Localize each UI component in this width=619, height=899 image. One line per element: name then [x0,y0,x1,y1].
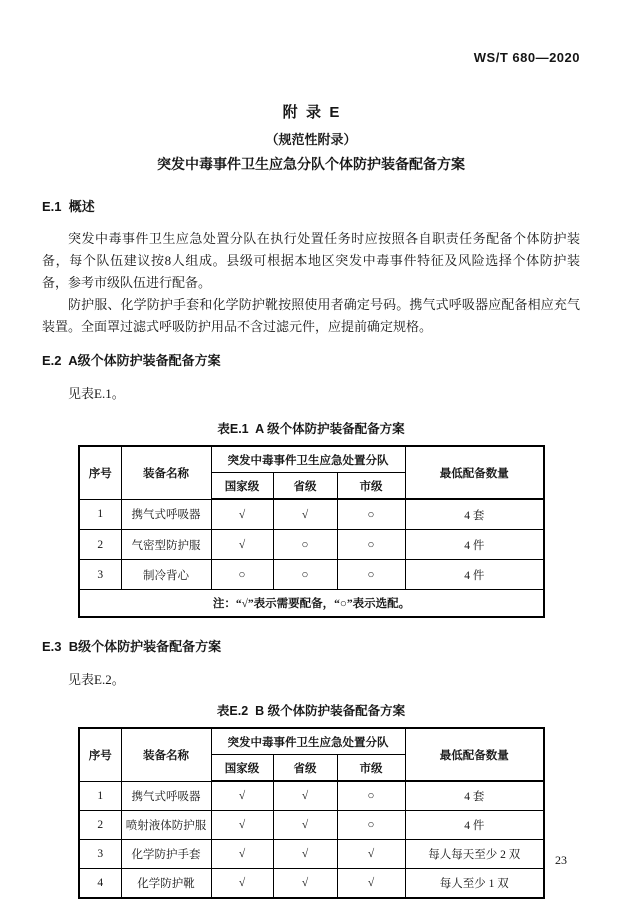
col-header-group: 突发中毒事件卫生应急处置分队 [211,728,405,755]
col-header-provincial: 省级 [273,755,337,782]
table-e2 [78,727,545,899]
cell-provincial-mark: √ [273,781,337,811]
cell-equipment-name: 化学防护靴 [121,869,211,899]
cell-municipal-mark: √ [337,869,405,899]
cell-index: 2 [79,811,121,840]
table-e2-caption: 表E.2 B 级个体防护装备配备方案 [216,704,406,718]
cell-index: 1 [79,499,121,530]
cell-provincial-mark: √ [273,840,337,869]
appendix-type: （规范性附录） [265,132,357,147]
cell-equipment-name: 携气式呼吸器 [121,499,211,530]
cell-min-qty: 每人每天至少 2 双 [405,840,544,869]
standard-number: WS/T 680—2020 [473,50,580,65]
cell-municipal-mark: ○ [337,781,405,811]
cell-min-qty: 4 套 [405,781,544,811]
appendix-title: 突发中毒事件卫生应急分队个体防护装备配备方案 [157,156,465,172]
col-header-group: 突发中毒事件卫生应急处置分队 [211,446,405,473]
col-header-min-qty: 最低配备数量 [405,446,544,499]
cell-min-qty: 每人至少 1 双 [405,869,544,899]
table-e1-caption: 表E.1 A 级个体防护装备配备方案 [217,422,405,436]
cell-equipment-name: 气密型防护服 [121,530,211,560]
cell-index: 3 [79,560,121,590]
cell-provincial-mark: ○ [273,530,337,560]
cell-equipment-name: 化学防护手套 [121,840,211,869]
col-header-national: 国家级 [211,755,273,782]
cell-municipal-mark: √ [337,840,405,869]
cell-min-qty: 4 件 [405,560,544,590]
col-header-provincial: 省级 [273,473,337,500]
cell-national-mark: ○ [211,560,273,590]
table-e2-header-row-1 [79,728,544,755]
cell-equipment-name: 制冷背心 [121,560,211,590]
col-header-name: 装备名称 [121,728,211,781]
cell-equipment-name: 携气式呼吸器 [121,781,211,811]
cell-index: 1 [79,781,121,811]
cell-provincial-mark: √ [273,811,337,840]
see-table-e1: 见表E.1。 [68,386,125,401]
section-heading-e3: E.3 B级个体防护装备配备方案 [42,639,222,654]
cell-provincial-mark: ○ [273,560,337,590]
table-row [79,530,544,560]
cell-min-qty: 4 件 [405,530,544,560]
table-row [79,499,544,530]
col-header-municipal: 市级 [337,755,405,782]
cell-municipal-mark: ○ [337,560,405,590]
col-header-min-qty: 最低配备数量 [405,728,544,781]
cell-national-mark: √ [211,530,273,560]
section-heading-e1: E.1 概述 [42,199,95,214]
cell-index: 2 [79,530,121,560]
cell-national-mark: √ [211,811,273,840]
cell-min-qty: 4 套 [405,499,544,530]
appendix-title-block [42,101,580,174]
table-row [79,869,544,899]
see-table-e2: 见表E.2。 [68,672,125,687]
table-e1 [78,445,545,618]
cell-municipal-mark: ○ [337,811,405,840]
col-header-index: 序号 [79,446,121,499]
table-row [79,781,544,811]
table-row [79,560,544,590]
col-header-index: 序号 [79,728,121,781]
cell-equipment-name: 喷射液体防护服 [121,811,211,840]
cell-national-mark: √ [211,499,273,530]
cell-municipal-mark: ○ [337,530,405,560]
cell-index: 4 [79,869,121,899]
page-number: 23 [555,853,567,867]
appendix-label: 附 录 E [282,104,340,121]
cell-index: 3 [79,840,121,869]
table-e1-note-row [79,590,544,618]
table-row [79,811,544,840]
paragraph-e1-1: 突发中毒事件卫生应急处置分队在执行处置任务时应按照各自职责任务配备个体防护装备，每个队伍建议按8人组成。县级可根据本地区突发中毒事件特征及风险选择个体防护装备，参考市级队伍进行配备。 [42,231,580,290]
cell-national-mark: √ [211,869,273,899]
cell-national-mark: √ [211,840,273,869]
cell-municipal-mark: ○ [337,499,405,530]
paragraph-e1-2: 防护服、化学防护手套和化学防护靴按照使用者确定号码。携气式呼吸器应配备相应充气装置。全面罩过滤式呼吸防护用品不含过滤元件，应提前确定规格。 [42,297,580,334]
col-header-national: 国家级 [211,473,273,500]
cell-national-mark: √ [211,781,273,811]
col-header-municipal: 市级 [337,473,405,500]
table-e1-note: 注：“√”表示需要配备，“○”表示选配。 [79,590,544,618]
cell-provincial-mark: √ [273,869,337,899]
section-heading-e2: E.2 A级个体防护装备配备方案 [42,353,221,368]
table-row [79,840,544,869]
table-e1-header-row-1 [79,446,544,473]
col-header-name: 装备名称 [121,446,211,499]
cell-min-qty: 4 件 [405,811,544,840]
cell-provincial-mark: √ [273,499,337,530]
